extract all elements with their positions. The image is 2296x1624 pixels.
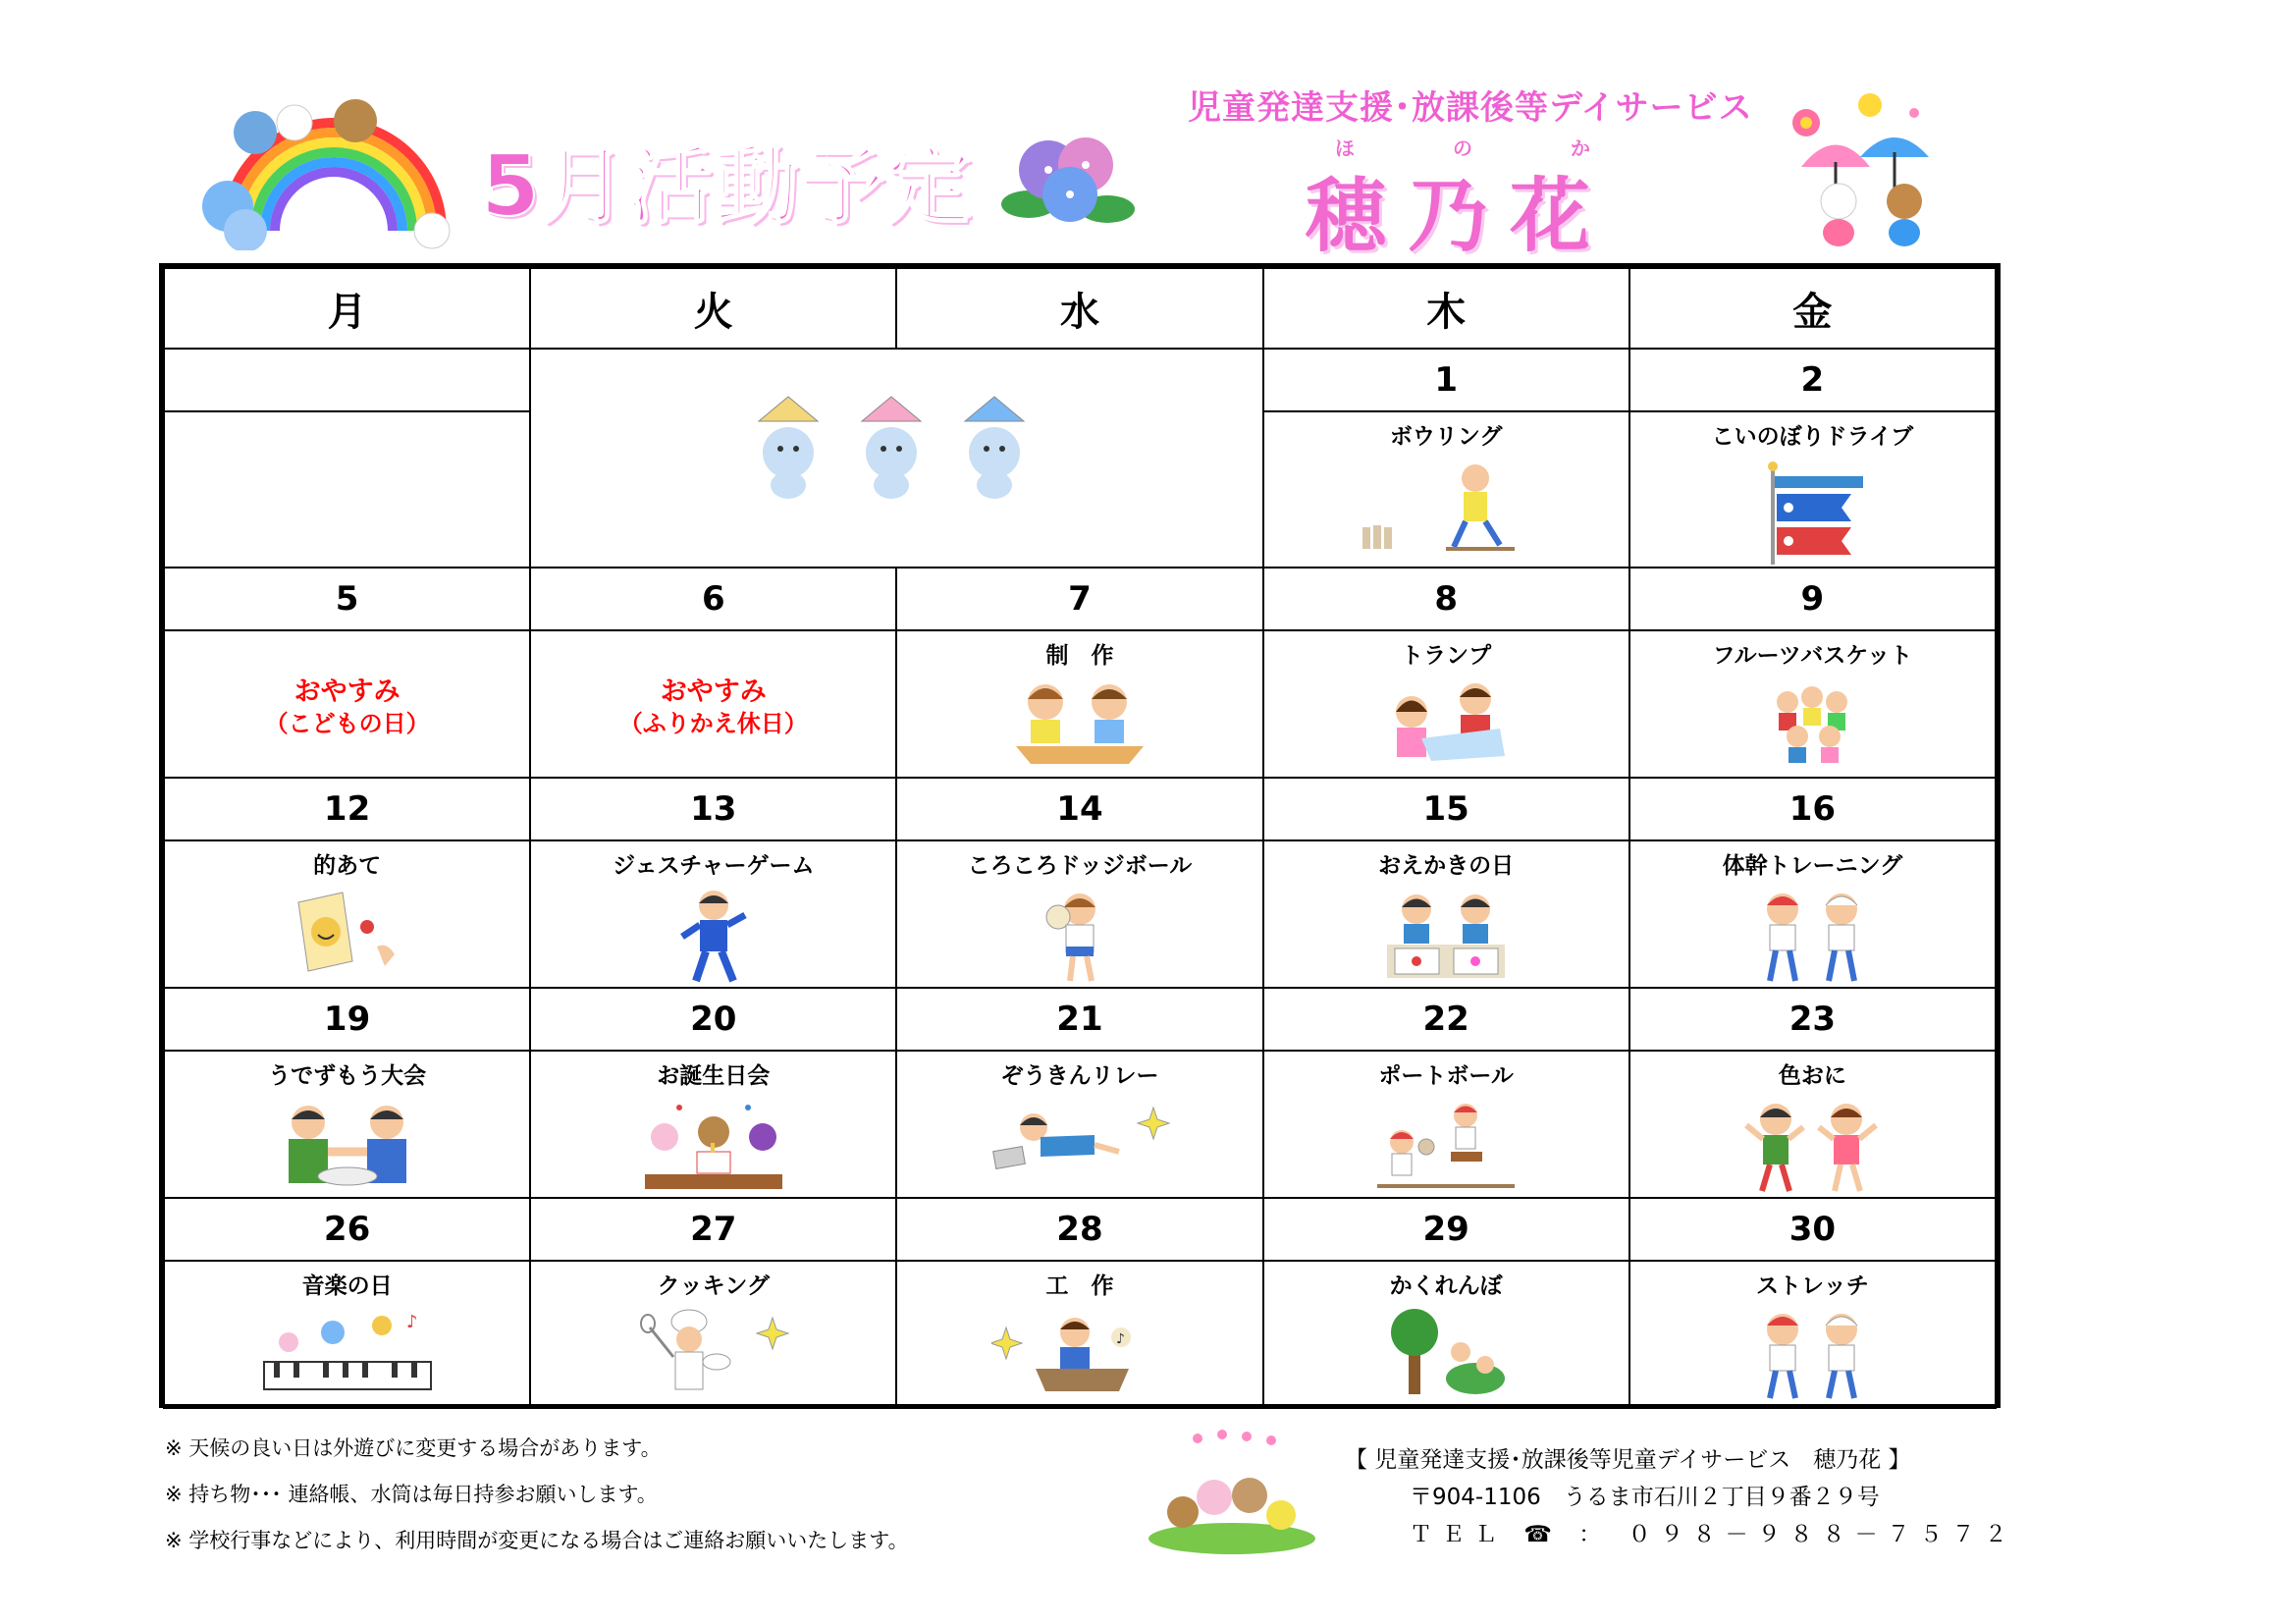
carp-streamer-icon bbox=[1753, 459, 1871, 567]
kabuto-mascots-icon bbox=[749, 392, 1043, 500]
ruby-no: の bbox=[1453, 136, 1472, 160]
playing-cards-icon bbox=[1382, 677, 1510, 766]
activity-cell bbox=[1263, 630, 1629, 778]
date-cell: 22 bbox=[1263, 988, 1629, 1051]
crafting-kids-icon bbox=[1011, 677, 1148, 766]
holiday-notice bbox=[165, 677, 529, 739]
holiday-note: （ふりかえ休日） bbox=[618, 710, 808, 737]
ruby-ka: か bbox=[1571, 136, 1590, 160]
activity-cell bbox=[1263, 840, 1629, 988]
organization-name: 児童発達支援･放課後等デイサービス bbox=[1188, 88, 1753, 128]
holiday-cell bbox=[530, 630, 896, 778]
rainbow-animals-illustration bbox=[187, 93, 461, 254]
activity-cell bbox=[1629, 411, 1996, 568]
fruit-basket-game-icon bbox=[1763, 677, 1861, 766]
contact-name: 【 児童発達支援･放課後等児童デイサービス 穂乃花 】 bbox=[1345, 1447, 1911, 1473]
activity-cell bbox=[1629, 630, 1996, 778]
date-cell: 27 bbox=[530, 1198, 896, 1261]
brand-name: 穂乃花 bbox=[1306, 170, 1613, 263]
music-piano-animals-icon bbox=[259, 1308, 436, 1391]
holiday-label: おやすみ bbox=[294, 677, 400, 707]
bowling-icon bbox=[1358, 459, 1534, 557]
kabuto-decoration-cell bbox=[530, 411, 1262, 568]
date-cell: 28 bbox=[896, 1198, 1262, 1261]
date-cell: 13 bbox=[530, 778, 896, 840]
date-cell: 21 bbox=[896, 988, 1262, 1051]
weekday-mon: 月 bbox=[164, 268, 530, 349]
activity-label: 制 作 bbox=[1045, 643, 1114, 669]
contact-phone: ＴＥＬ ☎ ： ０９８－９８８－７５７２ bbox=[1410, 1522, 2017, 1547]
forest-animals-illustration bbox=[1144, 1429, 1320, 1560]
date-cell: 8 bbox=[1263, 568, 1629, 630]
week-3-activities bbox=[164, 840, 1996, 988]
stretching-kids-icon bbox=[1748, 1308, 1876, 1401]
activity-cell bbox=[530, 840, 896, 988]
weekday-wed: 水 bbox=[896, 268, 1262, 349]
holiday-note: （こどもの日） bbox=[264, 710, 430, 737]
week-1-dates bbox=[164, 349, 1996, 411]
date-cell: 9 bbox=[1629, 568, 1996, 630]
activity-cell bbox=[1629, 1261, 1996, 1408]
holiday-notice bbox=[531, 677, 895, 739]
ruby-ho: ほ bbox=[1335, 136, 1355, 160]
weekday-header-row bbox=[164, 268, 1996, 349]
date-cell: 23 bbox=[1629, 988, 1996, 1051]
activity-label: ストレッチ bbox=[1755, 1273, 1869, 1299]
activity-cell bbox=[896, 1261, 1262, 1408]
week-5-dates bbox=[164, 1198, 1996, 1261]
note-item: ※ 持ち物･･･ 連絡帳、水筒は毎日持参お願いします。 bbox=[165, 1483, 658, 1506]
cooking-kid-icon bbox=[630, 1308, 797, 1396]
date-cell: 12 bbox=[164, 778, 530, 840]
activity-label: ころころドッジボール bbox=[967, 853, 1193, 879]
activity-cell bbox=[1263, 411, 1629, 568]
date-cell: 26 bbox=[164, 1198, 530, 1261]
activity-label: ジェスチャーゲーム bbox=[613, 853, 815, 879]
activity-label: フルーツバスケット bbox=[1712, 643, 1913, 669]
core-training-kids-icon bbox=[1748, 888, 1876, 986]
port-ball-icon bbox=[1372, 1098, 1520, 1191]
hide-and-seek-icon bbox=[1387, 1308, 1505, 1396]
week-3-dates bbox=[164, 778, 1996, 840]
activity-label: 音楽の日 bbox=[301, 1273, 393, 1299]
floor-wiping-relay-icon bbox=[987, 1098, 1173, 1176]
activity-cell bbox=[530, 1261, 896, 1408]
date-cell: 6 bbox=[530, 568, 896, 630]
activity-label: ポートボール bbox=[1378, 1063, 1514, 1089]
activity-cell bbox=[896, 840, 1262, 988]
date-cell: 2 bbox=[1629, 349, 1996, 411]
date-cell: 15 bbox=[1263, 778, 1629, 840]
contact-info bbox=[1345, 1441, 2017, 1553]
activity-label: 体幹トレーニング bbox=[1722, 853, 1903, 879]
monthly-calendar bbox=[159, 263, 2001, 1408]
activity-cell bbox=[530, 1051, 896, 1198]
week-5-activities bbox=[164, 1261, 1996, 1408]
date-cell: 1 bbox=[1263, 349, 1629, 411]
holiday-cell bbox=[164, 630, 530, 778]
handicraft-kid-icon bbox=[991, 1308, 1168, 1396]
birthday-party-icon bbox=[640, 1098, 787, 1191]
week-4-activities bbox=[164, 1051, 1996, 1198]
date-cell: 7 bbox=[896, 568, 1262, 630]
activity-cell bbox=[164, 1261, 530, 1408]
notes-list bbox=[165, 1426, 909, 1564]
activity-label: おえかきの日 bbox=[1378, 853, 1515, 879]
page-title: 5月活動予定 bbox=[481, 137, 974, 236]
drawing-kids-icon bbox=[1377, 888, 1515, 981]
activity-cell bbox=[1263, 1261, 1629, 1408]
activity-label: こいのぼりドライブ bbox=[1711, 424, 1914, 450]
activity-label: 的あて bbox=[313, 853, 382, 879]
activity-cell bbox=[896, 1051, 1262, 1198]
date-cell: 16 bbox=[1629, 778, 1996, 840]
dodgeball-icon bbox=[1041, 888, 1119, 986]
target-throw-icon bbox=[289, 888, 406, 976]
activity-label: ボウリング bbox=[1389, 424, 1503, 450]
activity-cell bbox=[896, 630, 1262, 778]
umbrella-animals-illustration bbox=[1782, 93, 1949, 254]
holiday-label: おやすみ bbox=[660, 677, 767, 707]
activity-label: お誕生日会 bbox=[657, 1063, 771, 1089]
arm-wrestling-icon bbox=[279, 1098, 416, 1191]
activity-cell bbox=[1629, 840, 1996, 988]
activity-label: クッキング bbox=[657, 1273, 770, 1299]
date-cell: 14 bbox=[896, 778, 1262, 840]
activity-cell bbox=[164, 1051, 530, 1198]
week-2-dates bbox=[164, 568, 1996, 630]
activity-cell bbox=[164, 411, 530, 568]
date-cell: 5 bbox=[164, 568, 530, 630]
week-1-activities bbox=[164, 411, 1996, 568]
date-cell: 29 bbox=[1263, 1198, 1629, 1261]
svg-text:♪: ♪ bbox=[405, 1312, 418, 1332]
note-item: ※ 天候の良い日は外遊びに変更する場合があります。 bbox=[165, 1436, 662, 1460]
weekday-fri: 金 bbox=[1629, 268, 1996, 349]
weekday-thu: 木 bbox=[1263, 268, 1629, 349]
hydrangea-icon bbox=[999, 126, 1137, 243]
week-2-activities bbox=[164, 630, 1996, 778]
date-cell: 30 bbox=[1629, 1198, 1996, 1261]
activity-label: 工 作 bbox=[1045, 1273, 1114, 1299]
svg-text:♪: ♪ bbox=[1115, 1331, 1125, 1347]
date-cell: 19 bbox=[164, 988, 530, 1051]
contact-address: 〒904-1106 うるま市石川２丁目９番２９号 bbox=[1410, 1485, 1880, 1510]
activity-cell bbox=[1263, 1051, 1629, 1198]
weekday-tue: 火 bbox=[530, 268, 896, 349]
activity-label: うでずもう大会 bbox=[268, 1063, 427, 1089]
activity-label: ぞうきんリレー bbox=[1000, 1063, 1159, 1089]
date-cell: 20 bbox=[530, 988, 896, 1051]
activity-cell bbox=[1629, 1051, 1996, 1198]
week-4-dates bbox=[164, 988, 1996, 1051]
activity-cell bbox=[164, 840, 530, 988]
date-cell bbox=[164, 349, 530, 411]
color-tag-kids-icon bbox=[1738, 1098, 1886, 1196]
gesture-boy-icon bbox=[674, 888, 753, 986]
activity-label: かくれんぼ bbox=[1389, 1273, 1503, 1299]
activity-label: 色おに bbox=[1778, 1063, 1846, 1089]
activity-label: トランプ bbox=[1401, 643, 1492, 669]
note-item: ※ 学校行事などにより、利用時間が変更になる場合はご連絡お願いいたします。 bbox=[165, 1529, 909, 1552]
